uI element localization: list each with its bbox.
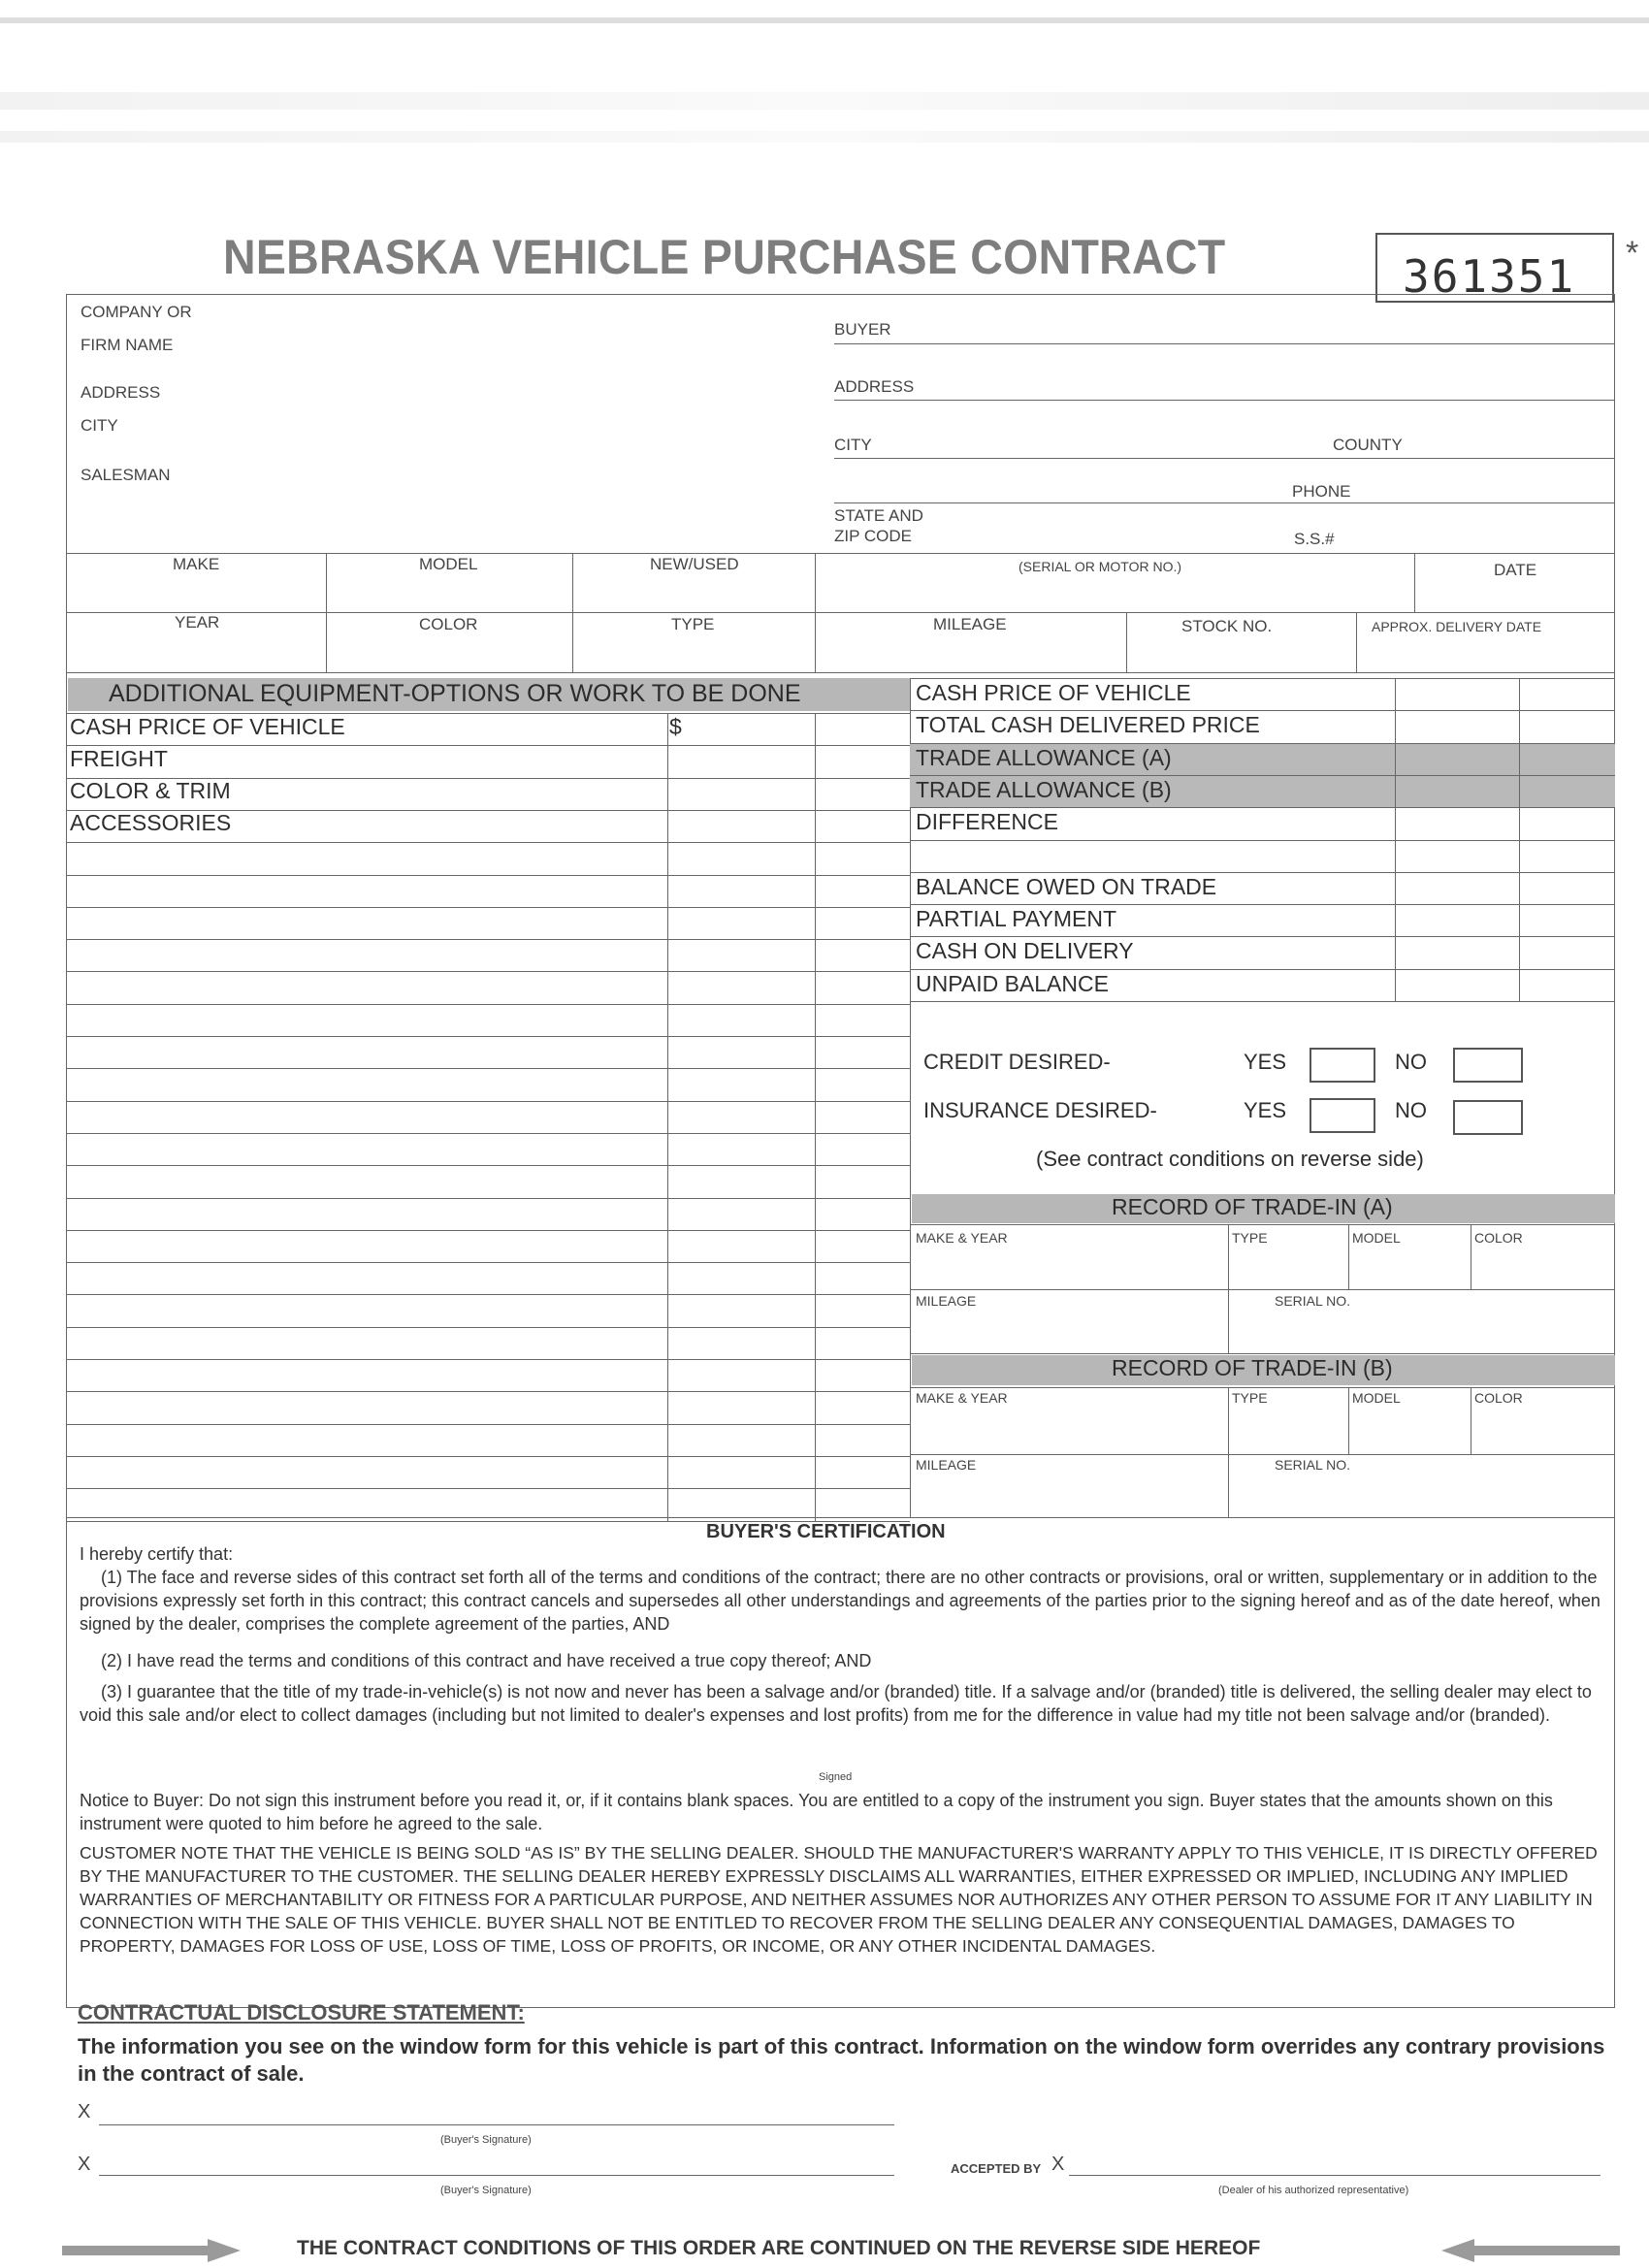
buyer-county-label: COUNTY (1333, 436, 1403, 454)
credit-no-label: NO (1395, 1050, 1427, 1074)
accepted-by-label: ACCEPTED BY (951, 2161, 1042, 2176)
new-used-label: NEW/USED (650, 555, 739, 573)
credit-no-checkbox[interactable] (1453, 1048, 1523, 1083)
equipment-row-line (66, 1262, 910, 1263)
asterisk-mark: * (1626, 235, 1639, 272)
disclosure-heading: CONTRACTUAL DISCLOSURE STATEMENT: (78, 2000, 525, 2025)
equipment-row-line (66, 1068, 910, 1069)
state-zip-label-2: ZIP CODE (834, 527, 912, 545)
equipment-row-line (66, 875, 910, 876)
equipment-row-line (66, 1036, 910, 1037)
trade-a-model: MODEL (1352, 1230, 1401, 1246)
dealer-signature-line[interactable] (1069, 2175, 1600, 2176)
trade-in-b-header: RECORD OF TRADE-IN (B) (912, 1355, 1615, 1385)
equipment-column-line (667, 713, 668, 1521)
trade-in-a-header: RECORD OF TRADE-IN (A) (912, 1194, 1615, 1223)
equipment-header: ADDITIONAL EQUIPMENT-OPTIONS OR WORK TO BE DONE (68, 678, 910, 711)
insurance-yes-checkbox[interactable] (1310, 1098, 1375, 1133)
stock-no-label: STOCK NO. (1181, 617, 1273, 635)
equipment-row-line (66, 1359, 910, 1360)
insurance-no-label: NO (1395, 1098, 1427, 1122)
pricing-row-line (910, 969, 1615, 970)
certify-clause-2: (2) I have read the terms and conditions of this contract and have received a true copy thereof; AND (101, 1651, 872, 1670)
trade-a-serial: SERIAL NO. (1275, 1293, 1351, 1309)
ssn-label: S.S.# (1294, 530, 1335, 548)
pricing-column-line (1395, 678, 1396, 1001)
buyer-sig-x-2: X (78, 2154, 91, 2175)
trade-a-mileage: MILEAGE (916, 1293, 977, 1309)
pricing-row-line (910, 1001, 1615, 1002)
pricing-row-label: TRADE ALLOWANCE (B) (916, 776, 1172, 802)
model-label: MODEL (419, 555, 478, 573)
pricing-row-label: UNPAID BALANCE (916, 970, 1109, 996)
serial-motor-label: (SERIAL OR MOTOR NO.) (1018, 559, 1182, 574)
trade-a-color: COLOR (1474, 1230, 1523, 1246)
buyer-address-label: ADDRESS (834, 377, 915, 396)
insurance-no-checkbox[interactable] (1453, 1100, 1523, 1135)
pricing-row-line (910, 775, 1615, 776)
buyer-sig-caption-1: (Buyer's Signature) (440, 2134, 532, 2146)
dealer-address-label: ADDRESS (81, 383, 161, 402)
equipment-row-line (66, 1391, 910, 1392)
buyer-city-label: CITY (834, 436, 872, 454)
state-zip-label-1: STATE AND (834, 506, 923, 525)
company-label: COMPANY OR (81, 303, 192, 321)
pricing-row-line (910, 710, 1615, 711)
equipment-row-line (66, 1004, 910, 1005)
pricing-row-label: DIFFERENCE (916, 809, 1058, 835)
right-arrow-icon (62, 2239, 241, 2262)
trade-a-type: TYPE (1232, 1230, 1268, 1246)
contract-number: 361351 (1375, 233, 1614, 303)
pricing-row-label: CASH PRICE OF VEHICLE (916, 680, 1191, 705)
equip-row-cash-price: CASH PRICE OF VEHICLE (70, 714, 345, 739)
trade-b-make-year: MAKE & YEAR (916, 1390, 1008, 1406)
trade-b-color: COLOR (1474, 1390, 1523, 1406)
pricing-row-label: BALANCE OWED ON TRADE (916, 873, 1217, 899)
pricing-row-label: TRADE ALLOWANCE (A) (916, 744, 1172, 770)
mileage-label: MILEAGE (933, 615, 1007, 633)
pricing-column-line (1519, 678, 1520, 1001)
equipment-row-line (66, 1230, 910, 1231)
equipment-row-line (66, 1165, 910, 1166)
buyer-sig-caption-2: (Buyer's Signature) (440, 2185, 532, 2196)
trade-b-mileage: MILEAGE (916, 1457, 977, 1473)
equipment-row-line (66, 842, 910, 843)
pricing-row-label: TOTAL CASH DELIVERED PRICE (916, 712, 1260, 738)
equip-row-freight: FREIGHT (70, 746, 168, 771)
equipment-row-line (66, 1488, 910, 1489)
pricing-row-line (910, 743, 1615, 744)
equipment-row-line (66, 907, 910, 908)
equipment-row-line (66, 1294, 910, 1295)
equipment-row-line (66, 745, 910, 746)
equipment-row-line (66, 939, 910, 940)
pricing-row-line (910, 872, 1615, 873)
buyer-label: BUYER (834, 320, 891, 339)
trade-b-type: TYPE (1232, 1390, 1268, 1406)
pricing-row-line (910, 678, 1615, 679)
certify-clause-3: (3) I guarantee that the title of my trade-in-vehicle(s) is not now and never has been a salvage and/or (branded) title. If a salvage and/or (branded) title is delivered, the selling dealer may elect to void this sale and/or elect to collect damages (including but not limited to dealer's expenses and lost profits) from me for the difference in value had my title not been salvage and/or (branded). (80, 1682, 1592, 1725)
equipment-row-line (66, 1456, 910, 1457)
pricing-row-line (910, 936, 1615, 937)
pricing-row-line (910, 807, 1615, 808)
reverse-side-note: (See contract conditions on reverse side) (1036, 1147, 1424, 1171)
insurance-yes-label: YES (1244, 1098, 1287, 1122)
salesman-label: SALESMAN (81, 466, 171, 484)
footer-text: THE CONTRACT CONDITIONS OF THIS ORDER ARE CONTINUED ON THE REVERSE SIDE HEREOF (297, 2237, 1261, 2259)
delivery-date-label: APPROX. DELIVERY DATE (1372, 619, 1542, 634)
as-is-disclaimer: CUSTOMER NOTE THAT THE VEHICLE IS BEING SOLD “AS IS” BY THE SELLING DEALER. SHOULD THE MANUFACTURER'S WARRANTY APPLY TO THIS VEHICLE, IT IS DIRECTLY OFFERED BY THE MANUFACTURER TO THE CUSTOMER. THE SELLING DEALER HEREBY EXPRESSLY DISCLAIMS ALL WARRANTIES, EITHER EXPRESSED OR IMPLIED, INCLUDING ANY IMPLIED WARRANTIES OF MERCHANTABILITY OR FITNESS FOR A PARTICULAR PURPOSE, AND NEITHER ASSUMES NOR AUTHORIZES ANY OTHER PERSON TO ASSUME FOR IT ANY LIABILITY IN CONNECTION WITH THE SALE OF THIS VEHICLE. BUYER SHALL NOT BE ENTITLED TO RECOVER FROM THE SELLING DEALER ANY CONSEQUENTIAL DAMAGES, DAMAGES TO PROPERTY, DAMAGES FOR LOSS OF USE, LOSS OF TIME, LOSS OF PROFITS, OR INCOME, OR ANY OTHER INCIDENTAL DAMAGES. (80, 1843, 1598, 1956)
date-label: DATE (1494, 561, 1537, 579)
type-label: TYPE (671, 615, 715, 633)
buyer-sig-x-1: X (78, 2101, 91, 2122)
left-arrow-icon (1441, 2239, 1620, 2262)
credit-desired-label: CREDIT DESIRED- (923, 1050, 1111, 1074)
pricing-row-line (910, 904, 1615, 905)
signed-label: Signed (819, 1771, 853, 1783)
dollar-sign: $ (669, 714, 682, 739)
trade-b-model: MODEL (1352, 1390, 1401, 1406)
pricing-row-label: PARTIAL PAYMENT (916, 906, 1117, 932)
certify-intro: I hereby certify that: (80, 1544, 234, 1564)
certification-heading: BUYER'S CERTIFICATION (706, 1521, 946, 1542)
year-label: YEAR (175, 613, 220, 632)
equipment-row-line (66, 1198, 910, 1199)
dealer-city-label: CITY (81, 416, 118, 435)
pricing-row-label: CASH ON DELIVERY (916, 938, 1134, 964)
disclosure-text: The information you see on the window form for this vehicle is part of this contract. Information on the window form overrides any contrary provisions in the contract of sale. (78, 2034, 1605, 2086)
buyer-phone-label: PHONE (1292, 482, 1351, 501)
credit-yes-checkbox[interactable] (1310, 1048, 1375, 1083)
insurance-desired-label: INSURANCE DESIRED- (923, 1098, 1157, 1122)
equipment-row-line (66, 971, 910, 972)
pricing-row-line (910, 840, 1615, 841)
dealer-sig-x: X (1051, 2154, 1065, 2175)
equipment-row-line (66, 1424, 910, 1425)
firm-name-label: FIRM NAME (81, 336, 174, 354)
credit-yes-label: YES (1244, 1050, 1287, 1074)
equip-row-accessories: ACCESSORIES (70, 810, 232, 835)
dealer-sig-caption: (Dealer of his authorized representative) (1218, 2185, 1409, 2196)
notice-to-buyer: Notice to Buyer: Do not sign this instrument before you read it, or, if it contains blank spaces. You are entitled to a copy of the instrument you sign. Buyer states that the amounts shown on this instrument were quoted to him before he agreed to the sale. (80, 1791, 1553, 1833)
trade-a-make-year: MAKE & YEAR (916, 1230, 1008, 1246)
buyer-signature-line-1[interactable] (99, 2124, 894, 2125)
equipment-row-line (66, 1327, 910, 1328)
equip-row-color-trim: COLOR & TRIM (70, 778, 231, 803)
page-title: NEBRASKA VEHICLE PURCHASE CONTRACT (223, 230, 1226, 284)
trade-b-serial: SERIAL NO. (1275, 1457, 1351, 1473)
buyer-signature-line-2[interactable] (99, 2175, 894, 2176)
equipment-column-line (815, 713, 816, 1521)
color-label: COLOR (419, 615, 478, 633)
equipment-row-line (66, 1133, 910, 1134)
equipment-row-line (66, 1101, 910, 1102)
certify-clause-1: (1) The face and reverse sides of this contract set forth all of the terms and conditions of the contract; there are no other contracts or provisions, oral or written, supplementary or in addition to the provisions expressly set forth in this contract; this contract cancels and supersedes all other understandings and agreements of the parties prior to the signing hereof and as of the date hereof, when signed by the dealer, comprises the complete agreement of the parties, AND (80, 1568, 1600, 1634)
make-label: MAKE (173, 555, 220, 573)
